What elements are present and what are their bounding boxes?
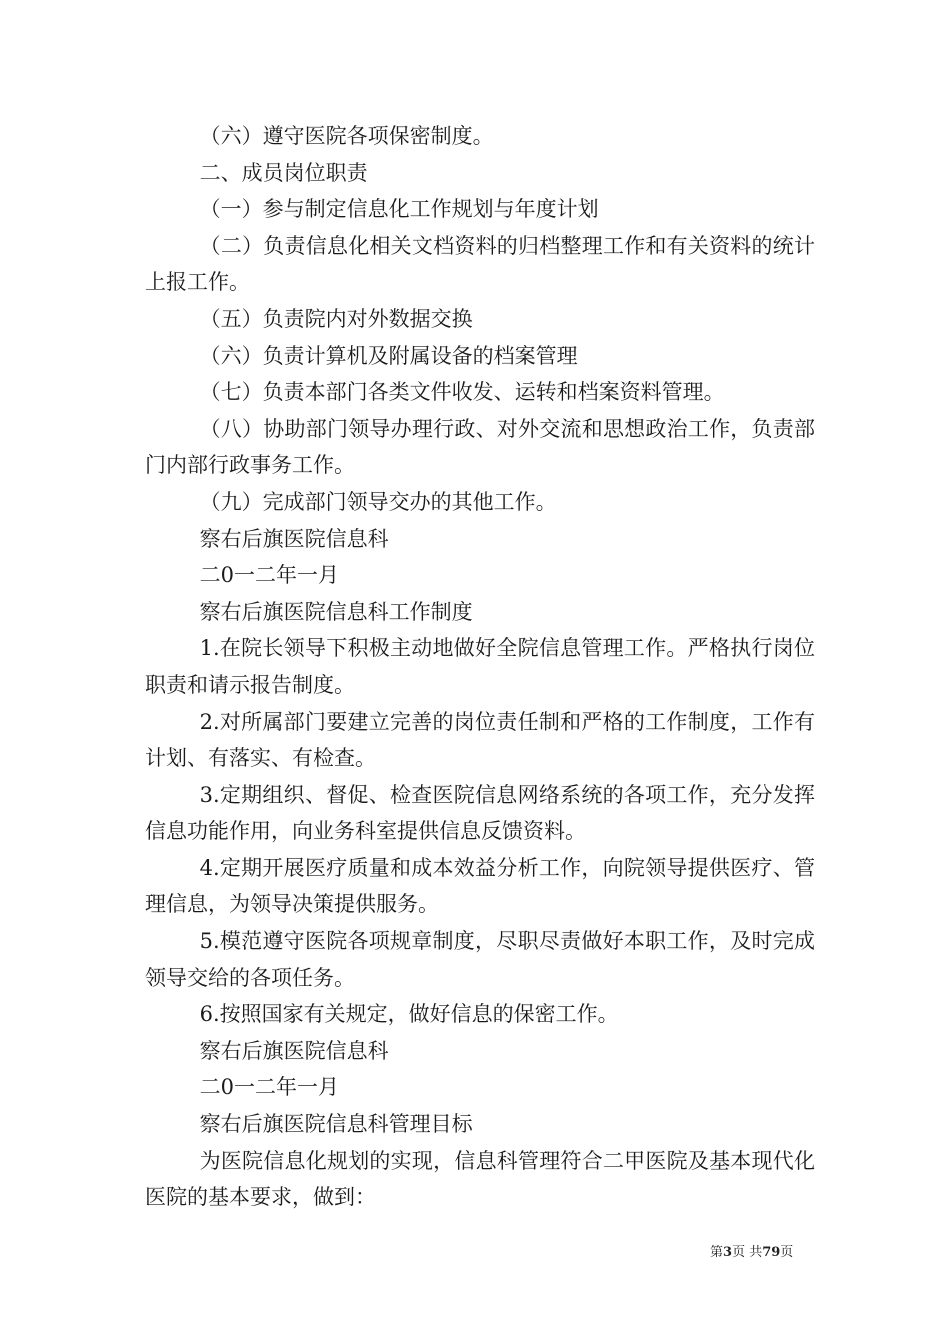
footer-middle: 页 共	[732, 1245, 763, 1260]
footer-prefix: 第	[710, 1245, 724, 1260]
current-page-number: 3	[723, 1245, 733, 1260]
paragraph: （六）遵守医院各项保密制度。	[199, 124, 494, 148]
paragraph: （八）协助部门领导办理行政、对外交流和思想政治工作，负责部门内部行政事务工作。	[145, 416, 815, 478]
date-line: 二0一二年一月	[199, 563, 339, 588]
document-body	[145, 118, 815, 1216]
paragraph: 3.定期组织、督促、检查医院信息网络系统的各项工作，充分发挥信息功能作用，向业务科室提供信息反馈资料。	[145, 782, 815, 844]
section-title: 察右后旗医院信息科管理目标	[199, 1112, 473, 1137]
paragraph: （七）负责本部门各类文件收发、运转和档案资料管理。	[199, 380, 725, 405]
paragraph: （一）参与制定信息化工作规划与年度计划	[199, 197, 599, 222]
department-signature: 察右后旗医院信息科	[199, 526, 389, 551]
total-pages-number: 79	[762, 1245, 781, 1260]
department-signature: 察右后旗医院信息科	[199, 1038, 389, 1063]
paragraph: 为医院信息化规划的实现，信息科管理符合二甲医院及基本现代化医院的基本要求，做到：	[145, 1148, 815, 1210]
paragraph: 1.在院长领导下积极主动地做好全院信息管理工作。严格执行岗位职责和请示报告制度。	[145, 636, 815, 697]
paragraph: （二）负责信息化相关文档资料的归档整理工作和有关资料的统计上报工作。	[145, 233, 815, 295]
page-footer	[710, 1244, 793, 1262]
paragraph: 2.对所属部门要建立完善的岗位责任制和严格的工作制度，工作有计划、有落实、有检查。	[145, 709, 815, 771]
section-title: 察右后旗医院信息科工作制度	[199, 599, 473, 624]
paragraph: （五）负责院内对外数据交换	[199, 306, 473, 331]
paragraph: 6.按照国家有关规定，做好信息的保密工作。	[199, 1002, 619, 1027]
paragraph: 5.模范遵守医院各项规章制度，尽职尽责做好本职工作，及时完成领导交给的各项任务。	[145, 929, 815, 990]
section-heading: 二、成员岗位职责	[199, 160, 368, 185]
paragraph: 4.定期开展医疗质量和成本效益分析工作，向院领导提供医疗、管理信息，为领导决策提供服务。	[145, 855, 815, 917]
footer-suffix: 页	[780, 1245, 794, 1260]
paragraph: （九）完成部门领导交办的其他工作。	[199, 489, 557, 514]
date-line: 二0一二年一月	[199, 1075, 339, 1100]
paragraph: （六）负责计算机及附属设备的档案管理	[199, 343, 578, 368]
